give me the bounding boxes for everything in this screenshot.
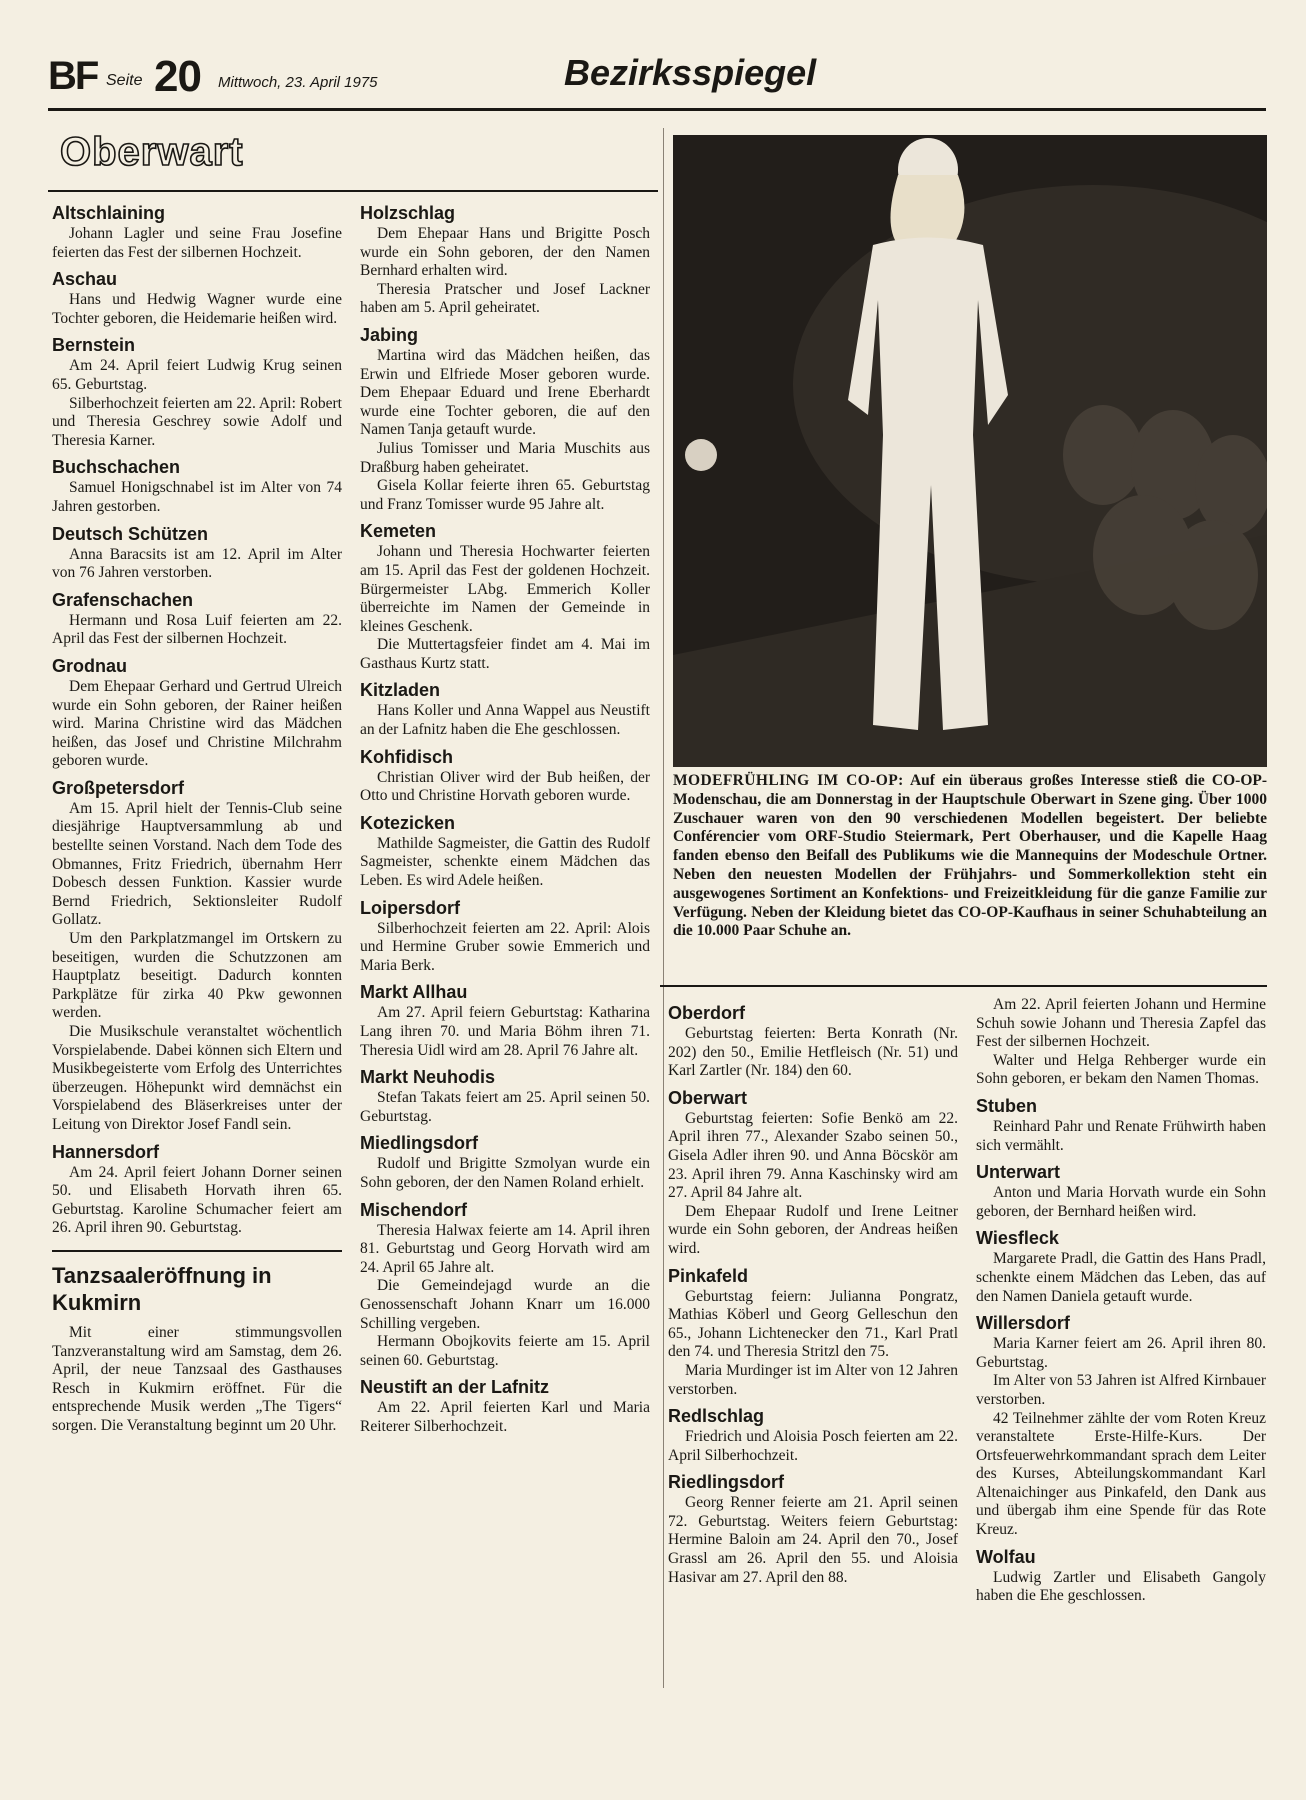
news-paragraph: Am 27. April feiern Geburtstag: Katharina Lang ihren 70. und Maria Böhm ihren 71. Theresia Uidl wird am 28. April 76 Jahre alt.	[360, 1004, 650, 1059]
place-heading: Kohfidisch	[360, 746, 453, 767]
place-heading: Stuben	[976, 1095, 1037, 1116]
place-heading: Oberdorf	[668, 1003, 746, 1023]
place-heading: Willersdorf	[976, 1313, 1070, 1334]
place-heading: Oberwart	[668, 1087, 748, 1108]
place-heading: Jabing	[360, 324, 419, 345]
news-paragraph: Geburtstag feierten: Sofie Benkö am 22. April ihren 77., Alexander Szabo seinen 50., Gisela Adler ihren 90. und Anna Böcskör am 23. April ihren 79. Anna Kaschinsky wird am 27. April 84 Jahre alt.	[668, 1109, 958, 1202]
news-paragraph: Die Muttertagsfeier findet am 4. Mai im Gasthaus Kurtz statt.	[360, 636, 650, 672]
section-title: Bezirksspiegel	[564, 52, 817, 93]
news-paragraph: Hermann und Rosa Luif feierten am 22. April das Fest der silbernen Hochzeit.	[52, 611, 342, 648]
news-paragraph: Anna Baracsits ist am 12. April im Alter von 76 Jahren verstorben.	[52, 545, 342, 582]
place-heading: Mischendorf	[360, 1199, 468, 1220]
article-title: Tanzsaaleröffnung in Kukmirn	[52, 1250, 342, 1316]
place-heading: Wolfau	[976, 1546, 1036, 1567]
article-paragraph: Mit einer stimmungsvollen Tanzveranstaltung wird am Samstag, dem 26. April, der neue Tanzsaal des Gasthauses Resch in Kukmirn eröffnet. Für die entsprechende Musik werden „The Tigers“ sorgen. Die Veranstaltung beginnt um 20 Uhr.	[52, 1323, 342, 1434]
news-paragraph: Samuel Honigschnabel ist im Alter von 74 Jahren gestorben.	[52, 479, 342, 515]
news-paragraph: Geburtstag feiern: Julianna Pongratz, Mathias Köberl und Georg Gelleschun den 65., Johann Lichtenecker den 71., Karl Pratl den 74. und Theresia Stritzl den 75.	[668, 1287, 958, 1361]
news-paragraph: Am 24. April feiert Johann Dorner seinen 50. und Elisabeth Horvath ihren 65. Geburtstag. Karoline Schumacher feiert am 26. April ihren 90. Geburtstag.	[52, 1163, 342, 1237]
news-paragraph: Hans und Hedwig Wagner wurde eine Tochter geboren, die Heidemarie heißen wird.	[52, 291, 342, 327]
column-divider	[663, 128, 664, 1688]
news-paragraph: Walter und Helga Rehberger wurde ein Sohn geboren, er bekam den Namen Thomas.	[976, 1051, 1266, 1088]
place-heading: Pinkafeld	[668, 1265, 749, 1286]
place-heading: Markt Neuhodis	[360, 1067, 496, 1088]
news-paragraph: Dem Ehepaar Gerhard und Gertrud Ulreich wurde ein Sohn geboren, der Rainer heißen wird. Marina Christine wird das Mädchen heißen, das Josef und Christine Milchrahm geboren wurde.	[52, 677, 342, 770]
place-heading: Redlschlag	[668, 1406, 765, 1427]
place-heading: Altschlaining	[52, 203, 166, 223]
news-paragraph: Silberhochzeit feierten am 22. April: Alois und Hermine Gruber sowie Emmerich und Maria Berk.	[360, 919, 650, 974]
place-heading: Grodnau	[52, 655, 127, 676]
place-heading: Grafenschachen	[52, 589, 194, 610]
news-paragraph: Theresia Halwax feierte am 14. April ihren 81. Geburtstag und Georg Horvath wird am 24. April 65 Jahre alt.	[360, 1221, 650, 1276]
photo-rule	[660, 985, 1267, 987]
news-paragraph: Um den Parkplatzmangel im Ortskern zu beseitigen, wurden die Schutzzonen am Hauptplatz beseitigt. Dadurch konnten Parkplätze für zirka 40 Pkw gewonnen werden.	[52, 930, 342, 1022]
place-heading: Bernstein	[52, 335, 136, 356]
news-paragraph: Im Alter von 53 Jahren ist Alfred Kirnbauer verstorben.	[976, 1372, 1266, 1408]
place-heading: Neustift an der Lafnitz	[360, 1377, 550, 1398]
news-paragraph: Margarete Pradl, die Gattin des Hans Pradl, schenkte einem Mädchen das Leben, das auf den Namen Daniela getauft wurde.	[976, 1250, 1266, 1305]
newspaper-logo: BF	[48, 54, 98, 98]
news-paragraph: Rudolf und Brigitte Szmolyan wurde ein Sohn geboren, der den Namen Roland erhielt.	[360, 1155, 650, 1191]
place-heading: Wiesfleck	[976, 1228, 1059, 1249]
news-paragraph: Silberhochzeit feierten am 22. April: Robert und Theresia Geschrey sowie Adolf und Theresia Karner.	[52, 394, 342, 449]
column-4	[976, 996, 1266, 1606]
page-label: Seite	[106, 72, 143, 89]
place-heading: Unterwart	[976, 1162, 1061, 1183]
news-paragraph: Georg Renner feierte am 21. April seinen 72. Geburtstag. Weiters feiern Geburtstag: Hermine Baloin am 24. April den 70., Josef Grassl am 26. April den 55. und Aloisia Hasivar am 27. April den 88.	[668, 1494, 958, 1586]
column-1	[52, 196, 342, 1436]
news-paragraph: Maria Murdinger ist im Alter von 12 Jahren verstorben.	[668, 1361, 958, 1398]
news-paragraph: Ludwig Zartler und Elisabeth Gangoly haben die Ehe geschlossen.	[976, 1568, 1266, 1605]
column-2	[360, 196, 650, 1437]
news-paragraph: Gisela Kollar feierte ihren 65. Geburtstag und Franz Tomisser wurde 95 Jahre alt.	[360, 477, 650, 513]
news-paragraph: Maria Karner feiert am 26. April ihren 80. Geburtstag.	[976, 1335, 1266, 1371]
news-paragraph: Friedrich und Aloisia Posch feierten am 22. April Silberhochzeit.	[668, 1428, 958, 1464]
place-heading: Kotezicken	[360, 812, 456, 833]
news-paragraph: Martina wird das Mädchen heißen, das Erwin und Elfriede Moser geboren wurde. Dem Ehepaar Eduard und Irene Eberhardt wurde eine Tochter geboren, die auf den Namen Tanja getauft wurde.	[360, 346, 650, 439]
place-heading: Kitzladen	[360, 680, 441, 701]
region-title: Oberwart	[60, 130, 244, 174]
place-heading: Riedlingsdorf	[668, 1472, 784, 1493]
news-paragraph: Hermann Obojkovits feierte am 15. April seinen 60. Geburtstag.	[360, 1333, 650, 1369]
photo-caption	[673, 772, 1267, 941]
news-paragraph: Die Musikschule veranstaltet wöchentlich Vorspielabende. Dabei können sich Eltern und Musikbegeisterte vom Erfolg des Unterrichtes überzeugen. Höhepunkt wird demnächst ein Vorspielabend des Bläserkreises unter der Leitung von Direktor Josef Fandl sein.	[52, 1023, 342, 1133]
place-heading: Loipersdorf	[360, 897, 461, 918]
page-header	[48, 50, 1266, 111]
news-paragraph: Dem Ehepaar Rudolf und Irene Leitner wurde ein Sohn geboren, der Andreas heißen wird.	[668, 1202, 958, 1257]
place-heading: Hannersdorf	[52, 1141, 160, 1162]
news-paragraph: Christian Oliver wird der Bub heißen, der Otto und Christine Horvath geboren wurde.	[360, 768, 650, 805]
place-heading: Buchschachen	[52, 457, 181, 478]
news-paragraph: Am 15. April hielt der Tennis-Club seine diesjährige Hauptversammlung ab und bestellte seinen Vorstand. Nach dem Tode des Obmannes, Fritz Friedrich, übernahm Herr Dobesch dessen Funktion. Kassier wurde Bernd Friedrich, Sektionsleiter Rudolf Gollatz.	[52, 799, 342, 929]
place-heading: Deutsch Schützen	[52, 523, 209, 544]
news-paragraph: Anton und Maria Horvath wurde ein Sohn geboren, der Bernhard heißen wird.	[976, 1184, 1266, 1220]
news-paragraph: Theresia Pratscher und Josef Lackner haben am 5. April geheiratet.	[360, 280, 650, 317]
place-heading: Miedlingsdorf	[360, 1133, 478, 1154]
news-paragraph: 42 Teilnehmer zählte der vom Roten Kreuz veranstaltete Erste-Hilfe-Kurs. Der Ortsfeuerwehrkommandant sprach dem Leiter des Kurses, Abteilungskommandant Karl Altenaichinger aus Pinkafeld, den Dank aus und übergab ihm eine Spende für das Rote Kreuz.	[976, 1409, 1266, 1539]
news-paragraph: Mathilde Sagmeister, die Gattin des Rudolf Sagmeister, schenkte einem Mädchen das Leben. Es wird Adele heißen.	[360, 834, 650, 890]
news-paragraph: Geburtstag feierten: Berta Konrath (Nr. 202) den 50., Emilie Hetfleisch (Nr. 51) und Karl Zartler (Nr. 184) den 60.	[668, 1025, 958, 1080]
news-paragraph: Johann Lagler und seine Frau Josefine feierten das Fest der silbernen Hochzeit.	[52, 225, 342, 261]
place-heading: Großpetersdorf	[52, 777, 185, 798]
news-paragraph: Am 22. April feierten Karl und Maria Reiterer Silberhochzeit.	[360, 1399, 650, 1435]
news-paragraph: Hans Koller und Anna Wappel aus Neustift an der Lafnitz haben die Ehe geschlossen.	[360, 702, 650, 739]
place-heading: Markt Allhau	[360, 982, 468, 1003]
issue-date: Mittwoch, 23. April 1975	[218, 74, 378, 91]
place-heading: Aschau	[52, 269, 118, 290]
photo-illustration	[673, 135, 1267, 767]
news-paragraph: Julius Tomisser und Maria Muschits aus Draßburg haben geheiratet.	[360, 439, 650, 476]
news-paragraph: Die Gemeindejagd wurde an die Genossenschaft Johann Knarr um 16.000 Schilling vergeben.	[360, 1277, 650, 1332]
region-rule	[48, 190, 658, 192]
place-heading: Holzschlag	[360, 203, 456, 223]
fashion-show-photo	[673, 135, 1267, 767]
place-heading: Kemeten	[360, 521, 437, 542]
news-paragraph: Stefan Takats feiert am 25. April seinen 50. Geburtstag.	[360, 1089, 650, 1125]
caption-lead: MODEFRÜHLING IM CO-OP:	[673, 772, 904, 789]
news-paragraph: Am 24. April feiert Ludwig Krug seinen 65. Geburtstag.	[52, 357, 342, 393]
column-3	[668, 996, 958, 1587]
news-paragraph: Johann und Theresia Hochwarter feierten am 15. April das Fest der goldenen Hochzeit. Bürgermeister LAbg. Emmerich Koller überreichte im Namen der Gemeinde in kleines Geschenk.	[360, 543, 650, 635]
news-paragraph: Reinhard Pahr und Renate Frühwirth haben sich vermählt.	[976, 1117, 1266, 1154]
news-paragraph: Am 22. April feierten Johann und Hermine Schuh sowie Johann und Theresia Zapfel das Fest der silbernen Hochzeit.	[976, 996, 1266, 1051]
caption-text: Auf ein überaus großes Interesse stieß die CO-OP-Modenschau, die am Donnerstag in der Hauptschule Oberwart in Szene ging. Über 1000 Zuschauer waren von den 90 verschiedenen Modellen begeistert. Der beliebte Conférencier vom ORF-Studio Steiermark, Pert Oberhauser, und die Kapelle Haag fanden ebenso den Beifall des Publikums wie die Mannequins der Modeschule Ortner. Neben den neuesten Modellen der Frühjahrs- und Sommerkollektion steht ein ausgewogenes Sortiment an Konfektions- und Freizeitkleidung für die ganze Familie zur Verfügung. Neben der Kleidung bietet das CO-OP-Kaufhaus in seiner Schuhabteilung an die 10.000 Paar Schuhe an.	[673, 772, 1268, 940]
news-paragraph: Dem Ehepaar Hans und Brigitte Posch wurde ein Sohn geboren, der den Namen Bernhard erhalten wird.	[360, 225, 650, 280]
page-number: 20	[154, 52, 201, 101]
